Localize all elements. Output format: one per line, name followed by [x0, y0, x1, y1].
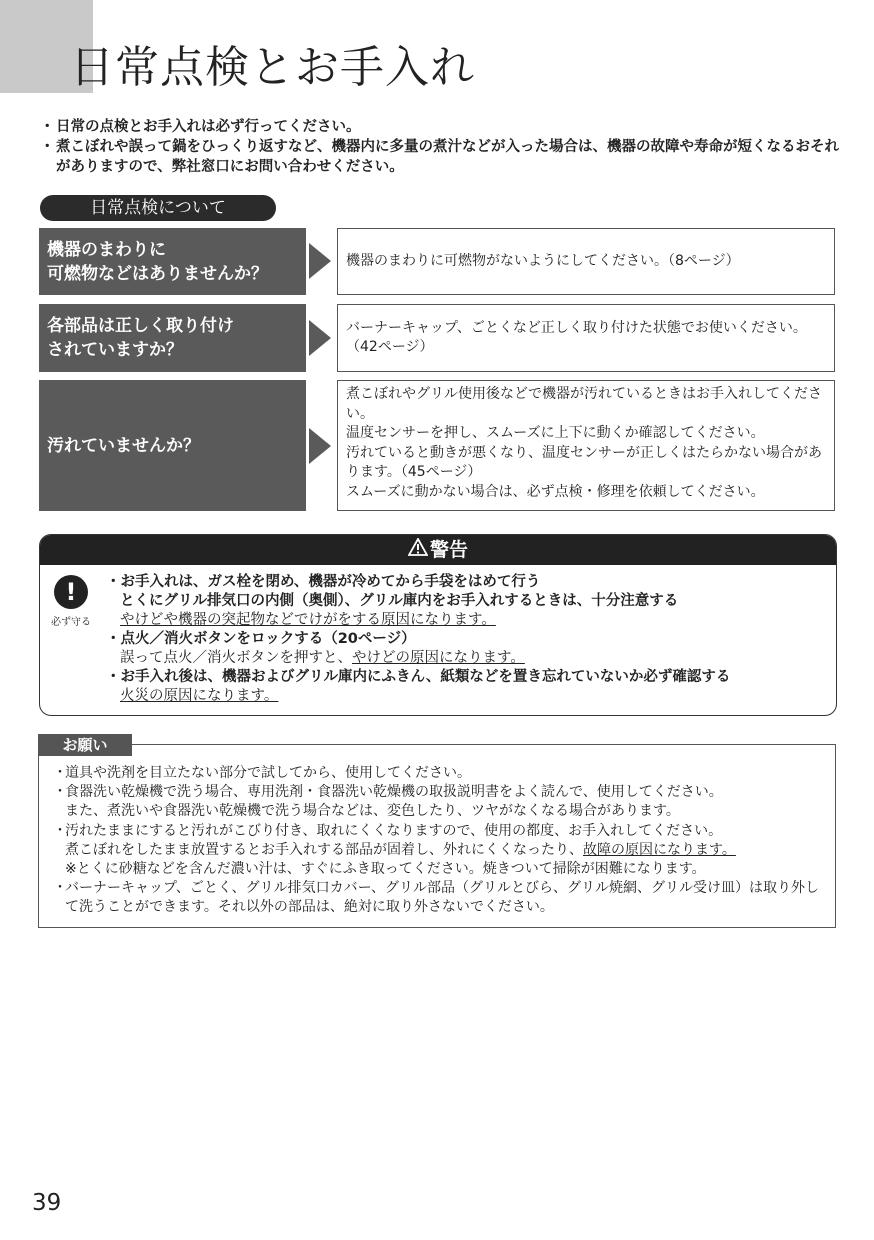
a3-line-4: スムーズに動かない場合は、必ず点検・修理を依頼してください。 [346, 483, 765, 500]
warning-header [40, 535, 836, 565]
check-answer-1: 機器のまわりに可燃物がないようにしてください。（8ページ） [337, 228, 835, 295]
request-1: 道具や洗剤を目立たない部分で試してから、使用してください。 [65, 765, 471, 781]
request-2-cont: また、煮洗いや食器洗い乾燥機で洗う場合などは、変色したり、ツヤがなくなる場合があります。 [65, 803, 680, 820]
check-question-1 [39, 228, 306, 295]
request-3-underline: 故障の原因になります。 [583, 841, 736, 858]
check-question-2 [39, 304, 306, 372]
warning-triangle-icon [408, 535, 428, 565]
request-2: 食器洗い乾燥機で洗う場合、専用洗剤・食器洗い乾燥機の取扱説明書をよく読んで、使用してください。 [65, 784, 723, 801]
warning-line-6: ・お手入れ後は、機器およびグリル庫内にふきん、紙類などを置き忘れていないか必ず確認する [106, 669, 731, 685]
warning-box [39, 534, 837, 716]
intro-notes: ・ 日常の点検とお手入れは必ず行ってください。 ・ 煮こぼれや誤って鍋をひっくり返すなど、機器内に多量の煮汁などが入った場合は、機器の故障や寿命が短くなるおそれがありますので、弊社窓口にお問い合わせください。 [40, 119, 839, 175]
q2-line-a: 各部品は正しく取り付け [47, 316, 234, 336]
warning-line-3: やけどや機器の突起物などでけがをする原因になります。 [120, 612, 496, 628]
warning-list [106, 573, 826, 706]
intro-line-1: 日常の点検とお手入れは必ず行ってください。 [56, 119, 361, 135]
must-do-label: 必ず守る [51, 617, 91, 628]
page-number: 39 [32, 1190, 62, 1216]
arrow-right-icon [309, 428, 331, 464]
request-3-cont: 煮こぼれをしたまま放置するとお手入れする部品が固着し、外れにくくなったり、 [65, 841, 583, 858]
must-do-badge [48, 575, 94, 628]
page-title: 日常点検とお手入れ [70, 42, 475, 93]
warning-title: 警告 [429, 539, 468, 561]
q1-line-a: 機器のまわりに [47, 239, 166, 260]
a3-line-2: 温度センサーを押し、スムーズに上下に動くか確認してください。 [346, 425, 765, 441]
requests-box: ・ 道具や洗剤を目立たない部分で試してから、使用してください。 ・ 食器洗い乾燥機で洗う場合、専用洗剤・食器洗い乾燥機の取扱説明書をよく読んで、使用してください。 また、煮洗いや食器洗い乾燥機で洗う場合などは、変色したり、ツヤがなくなる場合があります。 ・ 汚れたままにすると汚れがこびり付き、取れにくくなりますので、使用の都度、お手入れしてください。 煮こぼれをしたまま放置するとお手入れする部品が固着し、外れにくくなったり、故障の原因になります。 ※とくに砂糖などを含んだ濃い汁は、すぐにふき取ってください。焼きついて掃除が困難になります。 ・ バーナーキャップ、ごとく、グリル排気口カバー、グリル部品（グリルとびら、グリル焼網、グリル受け皿）は取り外して洗うことができます。それ以外の部品は、絶対に取り外さないでください。 [38, 744, 836, 928]
check-answer-2: バーナーキャップ、ごとくなど正しく取り付けた状態でお使いください。（42ページ） [337, 304, 835, 372]
exclamation-icon: ! [54, 575, 88, 609]
warning-line-1: ・お手入れは、ガス栓を閉め、機器が冷めてから手袋をはめて行う [106, 574, 541, 590]
q2-line-b: されていますか？ [47, 340, 183, 360]
warning-line-7: 火災の原因になります。 [120, 688, 279, 704]
arrow-right-icon [309, 243, 331, 279]
request-3: 汚れたままにすると汚れがこびり付き、取れにくくなりますので、使用の都度、お手入れしてください。 [65, 822, 723, 839]
request-4: バーナーキャップ、ごとく、グリル排気口カバー、グリル部品（グリルとびら、グリル焼網、グリル受け皿）は取り外して洗うことができます。それ以外の部品は、絶対に取り外さないでください。 [65, 880, 820, 916]
check-question-3: 汚れていませんか？ [39, 380, 306, 511]
a3-line-3: 汚れていると動きが悪くなり、温度センサーが正しくはたらかない場合があります。（45ページ） [346, 444, 822, 480]
daily-check-heading: 日常点検について [40, 195, 276, 221]
arrow-right-icon [309, 320, 331, 356]
request-3-note: ※とくに砂糖などを含んだ濃い汁は、すぐにふき取ってください。焼きついて掃除が困難になります。 [65, 861, 706, 878]
a3-line-1: 煮こぼれやグリル使用後などで機器が汚れているときはお手入れしてください。 [346, 386, 822, 422]
warning-line-5a: 誤って点火／消火ボタンを押すと、 [120, 650, 352, 666]
warning-line-2: とくにグリル排気口の内側（奥側）、グリル庫内をお手入れするときは、十分注意する [120, 593, 679, 609]
q1-line-b: 可燃物などはありませんか？ [47, 263, 268, 284]
requests-label: お願い [38, 734, 132, 756]
intro-line-2: 煮こぼれや誤って鍋をひっくり返すなど、機器内に多量の煮汁などが入った場合は、機器の故障や寿命が短くなるおそれがありますので、弊社窓口にお問い合わせください。 [56, 139, 839, 175]
warning-line-4: ・点火／消火ボタンをロックする（20ページ） [106, 631, 416, 647]
check-answer-3 [337, 380, 835, 511]
warning-line-5b: やけどの原因になります。 [352, 650, 525, 666]
